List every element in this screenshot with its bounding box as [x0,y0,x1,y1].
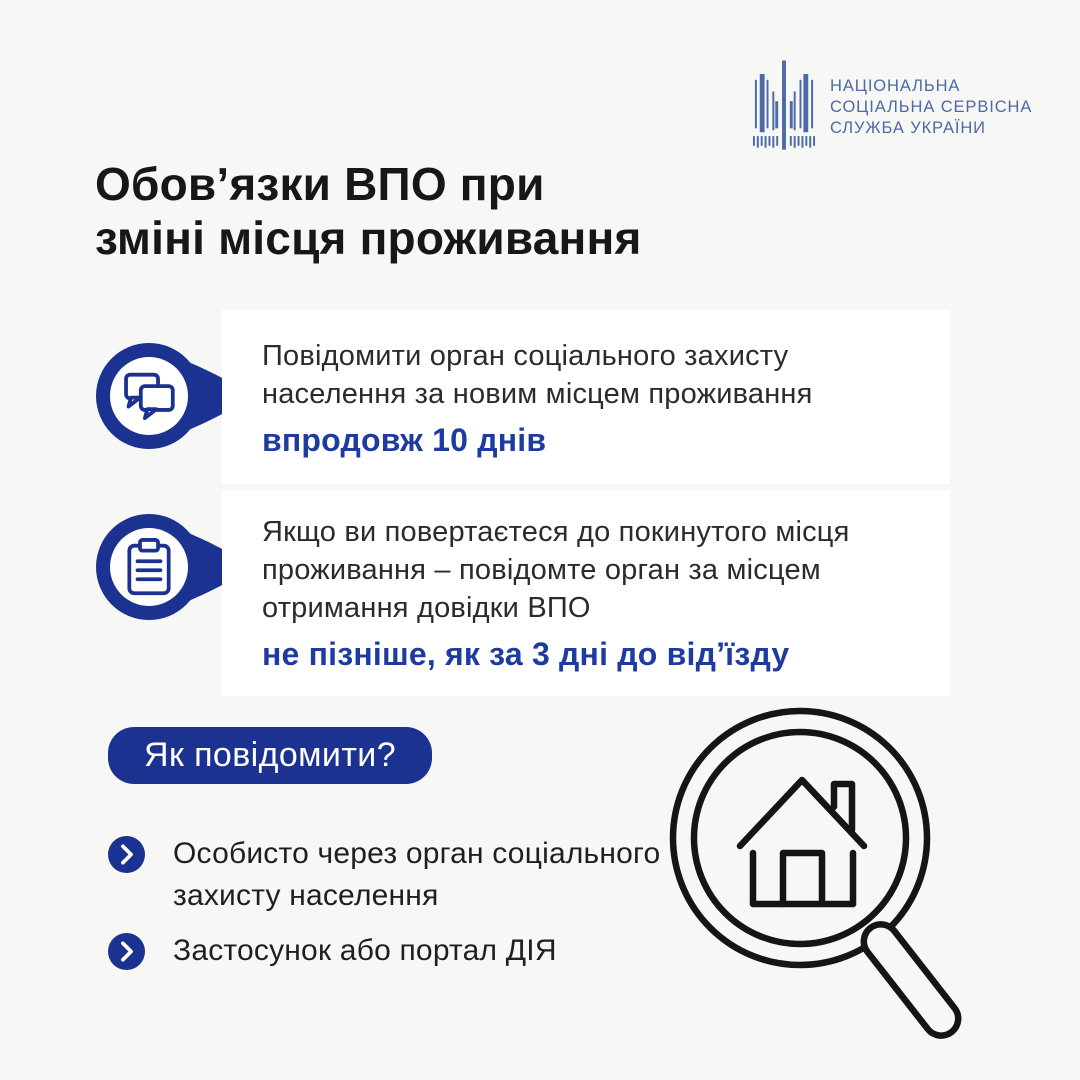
org-name-line: НАЦІОНАЛЬНА [830,76,961,95]
chevron-right-icon [108,933,145,970]
info-card-text: Якщо ви повертаєтеся до покинутого місця проживання – повідомте орган за місцем отримання довідки ВПО [262,516,850,624]
list-item [108,833,668,917]
info-card-text: Повідомити орган соціального захисту населення за новим місцем проживання [262,340,813,410]
page-title [95,158,642,266]
list-item [108,930,668,972]
page-title-line2: зміні місця проживання [95,211,642,264]
magnifier-house-icon [660,703,1000,1048]
org-name-line: СЛУЖБА УКРАЇНИ [830,118,986,137]
info-card-highlight: впродовж 10 днів [262,422,547,458]
how-to-notify-badge: Як повідомити? [108,727,432,784]
info-card-highlight: не пізніше, як за 3 дні до від’їзду [262,636,790,672]
org-name [830,76,1032,139]
info-card-notify [222,310,950,484]
trident-bars-icon [752,58,816,156]
page-title-line1: Обов’язки ВПО при [95,158,545,210]
info-card-return [222,490,950,696]
list-item-label: Застосунок або портал ДІЯ [173,934,557,967]
list-item-label: Особисто через орган соціального захисту населення [173,837,661,912]
org-logo [752,58,1032,156]
magnifier-house-illustration [660,703,1000,1048]
chevron-right-icon [108,836,145,873]
how-to-notify-list [108,833,668,972]
org-name-line: СОЦІАЛЬНА СЕРВІСНА [830,97,1033,116]
